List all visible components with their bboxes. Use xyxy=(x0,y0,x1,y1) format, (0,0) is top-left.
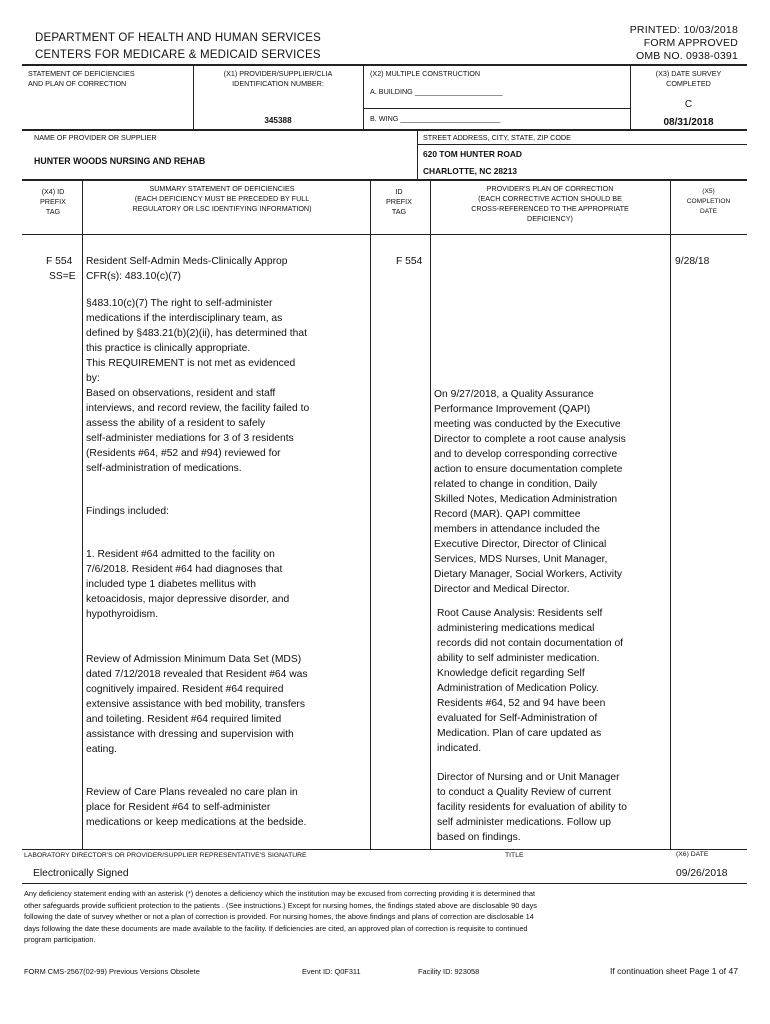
electronic-signature: Electronically Signed xyxy=(33,868,129,879)
signature-bottom-border xyxy=(22,883,747,884)
id-prefix-header: ID PREFIX TAG xyxy=(386,187,412,216)
plan-paragraph-1: On 9/27/2018, a Quality Assurance Performance Improvement (QAPI) meeting was conducted by the Executive Director to complete a root cause analysis and to develop corresponding corrective action to ensure documentation complete related to change in condition, Daily Skilled Notes, Medication Administration Record (MAR). QAPI committee members in attendance included the Executive Director, Director of Clinical Services, MDS Nurses, Unit Manager, Dietary Manager, Social Workers, Activity Director and Medical Director. xyxy=(434,389,626,595)
signature-date-label: (X6) DATE xyxy=(676,851,709,858)
plan-paragraph-3: Director of Nursing and or Unit Manager to conduct a Quality Review of current facility residents for evaluation of ability to self administer medications. Follow up based on findings. xyxy=(437,772,628,843)
x5-header: (X5) COMPLETION DATE xyxy=(686,188,731,215)
x1-label: (X1) PROVIDER/SUPPLIER/CLIA IDENTIFICATION NUMBER: xyxy=(223,69,333,88)
column-header-bottom xyxy=(22,234,747,235)
signature-date: 09/26/2018 xyxy=(676,868,728,879)
provider-name: HUNTER WOODS NURSING AND REHAB xyxy=(34,156,206,166)
divider-x2 xyxy=(363,64,364,129)
x2-label: (X2) MULTIPLE CONSTRUCTION xyxy=(370,69,481,78)
deficiency-title: Resident Self-Admin Meds-Clinically Approp CFR(s): 483.10(c)(7) xyxy=(86,256,288,282)
city-state-zip: CHARLOTTE, NC 28213 xyxy=(423,166,518,176)
id-prefix-tag: F 554 xyxy=(396,256,423,267)
x3-label: (X3) DATE SURVEY COMPLETED xyxy=(655,69,722,88)
summary-header: SUMMARY STATEMENT OF DEFICIENCIES (EACH DEFICIENCY MUST BE PRECEDED BY FULL REGULATORY OR LSC IDENTIFYING INFORMATION) xyxy=(132,184,312,213)
statement-label: STATEMENT OF DEFICIENCIES AND PLAN OF CORRECTION xyxy=(28,69,135,88)
address-label: STREET ADDRESS, CITY, STATE, ZIP CODE xyxy=(423,133,571,142)
plan-header: PROVIDER'S PLAN OF CORRECTION (EACH CORRECTIVE ACTION SHOULD BE CROSS-REFERENCED TO THE APPROPRIATE DEFICIENCY) xyxy=(471,184,629,223)
survey-completed-date: 08/31/2018 xyxy=(663,117,714,128)
deficiency-tag: F 554 xyxy=(46,256,73,267)
col-line-3 xyxy=(430,179,431,849)
provider-block-bottom xyxy=(22,179,747,181)
signature-label: LABORATORY DIRECTOR'S OR PROVIDER/SUPPLIER REPRESENTATIVE'S SIGNATURE xyxy=(24,852,307,859)
top-box-bottom xyxy=(22,129,747,131)
wing-field: B. WING _________________________ xyxy=(370,114,501,123)
department-title: DEPARTMENT OF HEALTH AND HUMAN SERVICES xyxy=(35,32,321,44)
summary-paragraph-4: Review of Admission Minimum Data Set (MDS) dated 7/12/2018 revealed that Resident #64 was cognitively impaired. Resident #64 required extensive assistance with bed mobility, transfers and toileting. Resident #64 required limited assistance with dressing and supervision with eating. xyxy=(86,654,308,755)
provider-id-number: 345388 xyxy=(264,116,292,125)
continuation-page: If continuation sheet Page 1 of 47 xyxy=(609,966,738,976)
survey-code: C xyxy=(684,99,693,110)
disclaimer-text: Any deficiency statement ending with an asterisk (*) denotes a deficiency which the institution may be excused from correcting providing it is determined that other safeguards provide sufficient protection to the patients . (See instructions.) Except for nursing homes, the findings stated above are disclosable 90 days following the date of survey whether or not a plan of correction is provided. For nursing homes, the above findings and plans of correction are disclosable 14 days following the date these documents are made available to the facility. If deficiencies are cited, an approved plan of correction is requisite to continued program participation. xyxy=(24,889,537,944)
completion-date: 9/28/18 xyxy=(675,256,710,267)
plan-root-cause: Root Cause Analysis: Residents self administering medications medical records did not contain documentation of ability to self administer medication. Knowledge deficit regarding Self Administration of Medication Policy. Residents #64, 52 and 94 have been evaluated for Self-Administration of Medication. Plan of care updated as indicated. xyxy=(437,608,624,754)
summary-paragraph-5: Review of Care Plans revealed no care plan in place for Resident #64 to self-administer medications or keep medications at the bedside. xyxy=(86,787,307,828)
x4-header: (X4) ID PREFIX TAG xyxy=(40,187,66,216)
street-address: 620 TOM HUNTER ROAD xyxy=(423,149,522,159)
top-border xyxy=(22,64,747,66)
summary-paragraph-3: 1. Resident #64 admitted to the facility on 7/6/2018. Resident #64 had diagnoses that included type 1 diabetes mellitus with ketoacidosis, major depressive disorder, and hypothyroidism. xyxy=(86,549,290,620)
form-approved: FORM APPROVED xyxy=(643,37,738,49)
col-line-1 xyxy=(82,179,83,849)
omb-number: OMB NO. 0938-0391 xyxy=(635,50,738,62)
col-line-4 xyxy=(670,179,671,849)
form-number: FORM CMS-2567(02-99) Previous Versions Obsolete xyxy=(24,967,200,976)
address-rule xyxy=(417,144,747,145)
event-id: Event ID: Q0F311 xyxy=(302,967,361,976)
summary-findings: Findings included: xyxy=(86,506,169,517)
scope-severity: SS=E xyxy=(49,271,76,282)
summary-paragraph-1: §483.10(c)(7) The right to self-administer medications if the interdisciplinary team, as defined by §483.21(b)(2)(ii), has determined that this practice is clinically appropriate. This REQUIREMENT is not met as evidenced by: Based on observations, resident and staff interviews, and record review, the facility failed to assess the ability of a resident to safely self-administer mediations for 3 of 3 residents (Residents #64, #52 and #94) reviewed for self-administration of medications. xyxy=(86,298,310,474)
printed-date: PRINTED: 10/03/2018 xyxy=(629,24,738,36)
signature-title-label: TITLE xyxy=(505,852,524,859)
provider-name-label: NAME OF PROVIDER OR SUPPLIER xyxy=(34,133,157,142)
col-line-2 xyxy=(370,179,371,849)
divider-building-wing xyxy=(363,108,630,109)
building-field: A. BUILDING ______________________ xyxy=(370,87,503,96)
facility-id: Facility ID: 923058 xyxy=(418,967,480,976)
provider-divider xyxy=(417,129,418,179)
signature-top-border xyxy=(22,849,747,850)
department-subtitle: CENTERS FOR MEDICARE & MEDICAID SERVICES xyxy=(35,49,321,61)
